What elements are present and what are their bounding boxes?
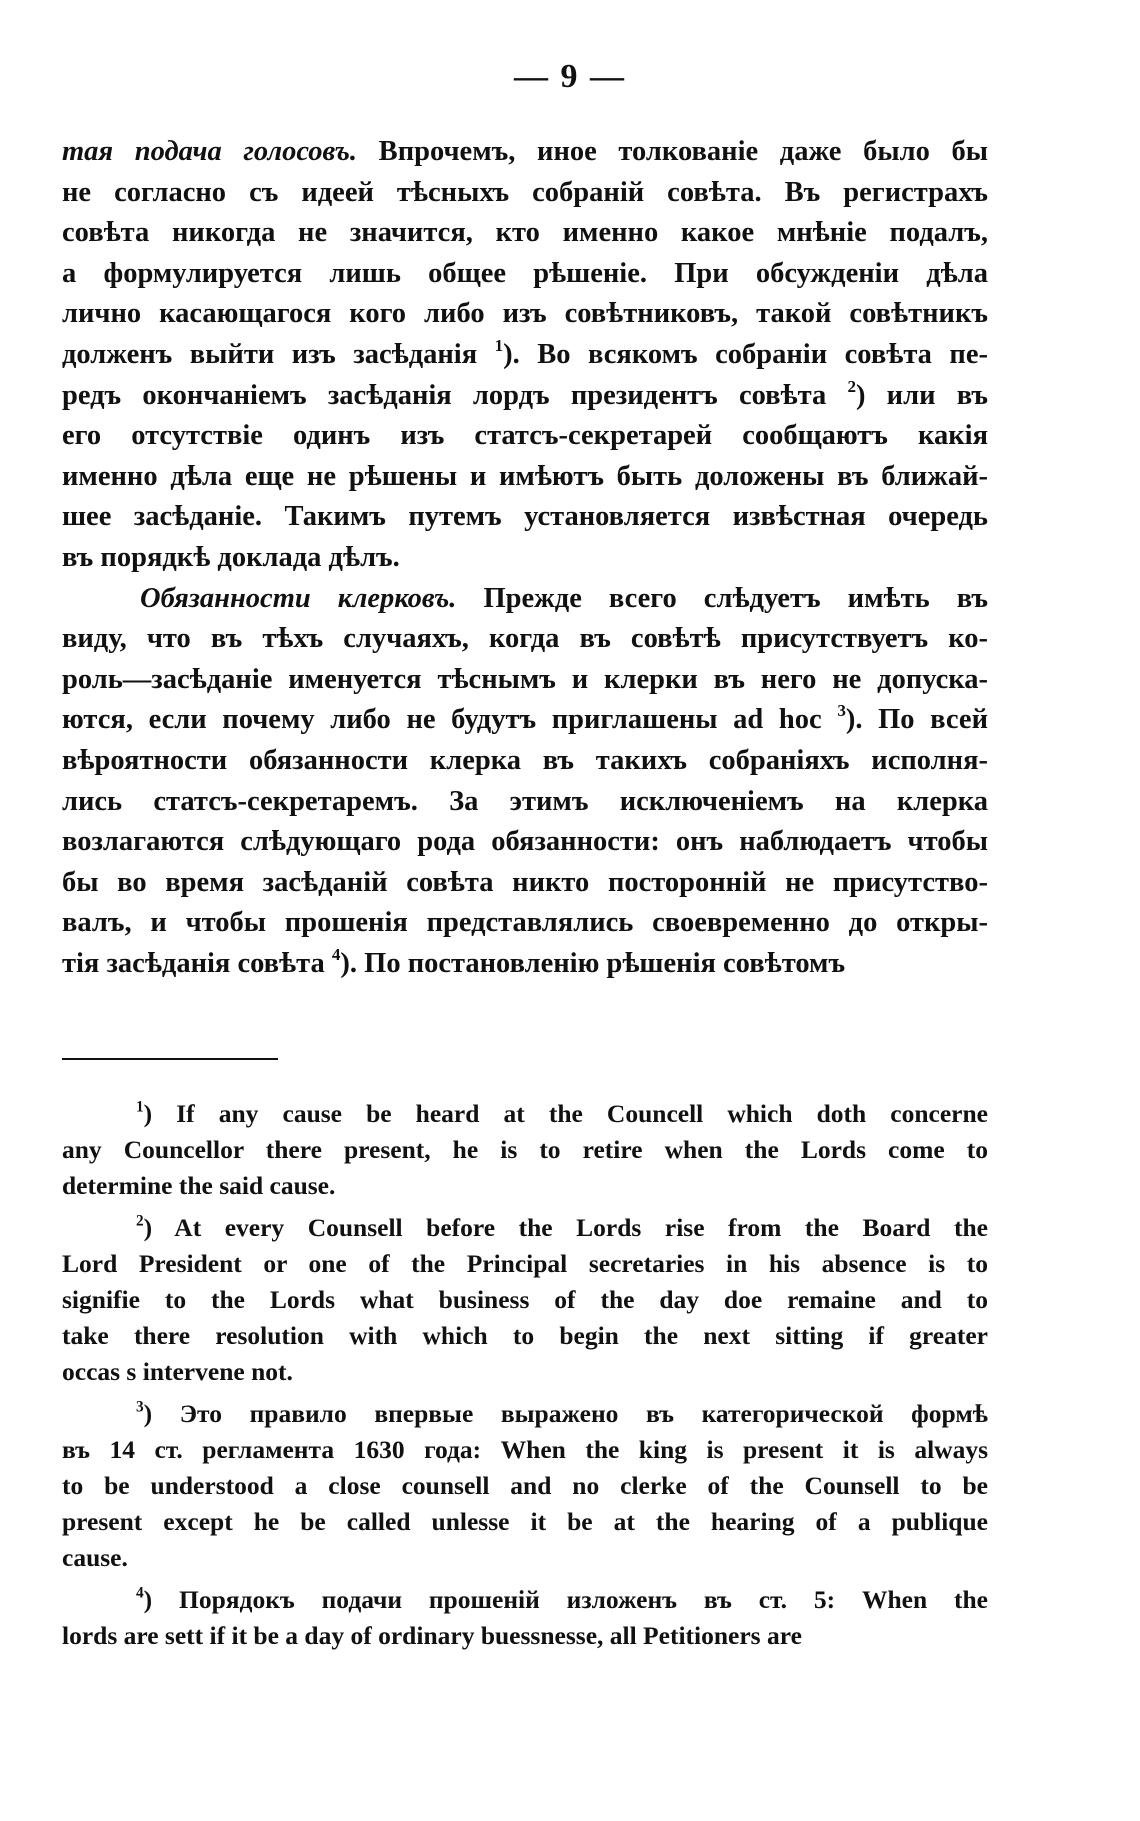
footnote-marker: 1 bbox=[136, 1098, 144, 1116]
text-run: лись статсъ-секретаремъ. За этимъ исключеніемъ на клерка bbox=[62, 785, 988, 817]
text-run: ) Это правило впервые выражено въ категорической формѣ bbox=[143, 1399, 988, 1428]
text-line bbox=[62, 863, 988, 904]
footnote-marker: 2 bbox=[136, 1212, 144, 1230]
footnote-marker: 3 bbox=[837, 701, 846, 721]
text-run: виду, что въ тѣхъ случаяхъ, когда въ совѣтѣ присутствуетъ ко- bbox=[62, 623, 988, 655]
text-run: шее засѣданіе. Такимъ путемъ установляется извѣстная очередь bbox=[62, 501, 988, 533]
text-run: именно дѣла еще не рѣшены и имѣютъ быть доложены въ ближай- bbox=[62, 460, 988, 492]
text-line bbox=[62, 903, 988, 944]
footnote-line bbox=[62, 1132, 988, 1168]
text-run: возлагаются слѣдующаго рода обязанности: онъ наблюдаетъ чтобы bbox=[62, 826, 988, 858]
footnote-line bbox=[62, 1396, 988, 1432]
text-run: ). По постановленію рѣшенія совѣтомъ bbox=[340, 947, 846, 979]
footnote-line bbox=[62, 1582, 988, 1618]
footnote-line bbox=[62, 1246, 988, 1282]
text-run: долженъ выйти изъ засѣданія bbox=[62, 338, 495, 370]
text-line bbox=[62, 782, 988, 823]
text-run: determine the said cause. bbox=[62, 1171, 336, 1200]
text-run: роль—засѣданіе именуется тѣснымъ и клерки въ него не допуска- bbox=[62, 663, 988, 695]
footnote-line bbox=[62, 1096, 988, 1132]
footnote-line bbox=[62, 1504, 988, 1540]
text-run: occas s intervene not. bbox=[62, 1357, 293, 1386]
text-run: вѣроятности обязанности клерка въ такихъ собраніяхъ исполня- bbox=[62, 744, 988, 776]
text-line bbox=[62, 457, 988, 498]
footnote-marker: 2 bbox=[847, 376, 856, 396]
footnotes-block bbox=[62, 1096, 988, 1660]
text-line bbox=[62, 700, 988, 741]
text-run: signifie to the Lords what business of the day doe remaine and to bbox=[62, 1285, 988, 1314]
text-run: въ 14 ст. регламента 1630 года: When the king is present it is always bbox=[62, 1435, 988, 1464]
footnote-3 bbox=[62, 1396, 988, 1576]
text-run: present except he be called unlesse it be at the hearing of a publique bbox=[62, 1507, 988, 1536]
text-line bbox=[62, 132, 988, 173]
footnote-marker: 4 bbox=[331, 944, 341, 964]
footnote-marker: 4 bbox=[136, 1584, 144, 1602]
text-run: ) Порядокъ подачи прошеній изложенъ въ ст. 5: When the bbox=[143, 1585, 988, 1614]
text-line bbox=[62, 294, 988, 335]
text-run: лично касающагося кого либо изъ совѣтниковъ, такой совѣтникъ bbox=[62, 298, 988, 330]
text-line bbox=[62, 619, 988, 660]
text-run: Впрочемъ, иное толкованіе даже было бы bbox=[357, 136, 988, 167]
footnote-line bbox=[62, 1540, 988, 1576]
text-run: редъ окончаніемъ засѣданія лордъ президентъ совѣта bbox=[62, 379, 848, 411]
footnote-line bbox=[62, 1282, 988, 1318]
footnote-marker: 3 bbox=[136, 1398, 144, 1416]
text-run: lords are sett if it be a day of ordinary buessnesse, all Petitioners are bbox=[62, 1621, 802, 1650]
text-run: тія засѣданія совѣта bbox=[62, 947, 332, 979]
text-run: не согласно съ идеей тѣсныхъ собраній совѣта. Въ регистрахъ bbox=[62, 176, 988, 208]
text-line bbox=[62, 213, 988, 254]
main-text-block bbox=[62, 132, 988, 984]
text-run: бы во время засѣданій совѣта никто посторонній не присутство- bbox=[62, 866, 988, 898]
text-run: совѣта никогда не значится, кто именно какое мнѣніе подалъ, bbox=[62, 217, 988, 249]
text-run: ются, если почему либо не будутъ приглашены ad hoc bbox=[62, 704, 838, 736]
footnote-line bbox=[62, 1318, 988, 1354]
text-run: ). По всей bbox=[845, 704, 988, 736]
text-line bbox=[62, 538, 988, 579]
text-run: cause. bbox=[62, 1543, 128, 1572]
text-line bbox=[62, 579, 988, 620]
footnote-line bbox=[62, 1468, 988, 1504]
text-line bbox=[62, 254, 988, 295]
footnote-line bbox=[62, 1432, 988, 1468]
text-line bbox=[62, 741, 988, 782]
text-line bbox=[62, 497, 988, 538]
text-run: валъ, и чтобы прошенія представлялись своевременно до откры- bbox=[62, 907, 988, 939]
text-run: ) If any cause be heard at the Councell which doth concerne bbox=[143, 1099, 988, 1128]
text-line bbox=[62, 335, 988, 376]
footnote-line bbox=[62, 1210, 988, 1246]
footnote-line bbox=[62, 1618, 988, 1654]
text-line bbox=[62, 660, 988, 701]
text-line bbox=[62, 173, 988, 214]
text-run: Lord President or one of the Principal secretaries in his absence is to bbox=[62, 1249, 988, 1278]
footnote-separator bbox=[62, 1058, 278, 1060]
footnote-4 bbox=[62, 1582, 988, 1654]
text-line bbox=[62, 416, 988, 457]
footnote-line bbox=[62, 1354, 988, 1390]
page-number: — 9 — bbox=[514, 58, 626, 95]
italic-heading-text: Обязанности клерковъ. bbox=[140, 582, 457, 614]
text-run: any Councellor there present, he is to retire when the Lords come to bbox=[62, 1135, 988, 1164]
text-run: ) At every Counsell before the Lords rise from the Board the bbox=[143, 1213, 988, 1242]
italic-heading-text: тая подача голосовъ. bbox=[62, 136, 358, 167]
footnote-marker: 1 bbox=[494, 336, 504, 355]
text-line bbox=[62, 822, 988, 863]
text-run: а формулируется лишь общее рѣшеніе. При обсужденіи дѣла bbox=[62, 257, 988, 289]
text-line bbox=[62, 376, 988, 417]
text-run: Прежде всего слѣдуетъ имѣть въ bbox=[456, 582, 988, 614]
text-run: его отсутствіе одинъ изъ статсъ-секретарей сообщаютъ какія bbox=[62, 420, 988, 452]
text-run: to be understood a close counsell and no clerke of the Counsell to be bbox=[62, 1471, 988, 1500]
text-run: take there resolution with which to begin the next sitting if greater bbox=[62, 1321, 988, 1350]
footnote-2 bbox=[62, 1210, 988, 1390]
text-run: ) или въ bbox=[855, 379, 988, 411]
text-line bbox=[62, 944, 988, 985]
footnote-1 bbox=[62, 1096, 988, 1204]
text-run: ). Во всякомъ собраніи совѣта пе- bbox=[503, 338, 988, 370]
footnote-line bbox=[62, 1168, 988, 1204]
text-run: въ порядкѣ доклада дѣлъ. bbox=[62, 541, 400, 573]
